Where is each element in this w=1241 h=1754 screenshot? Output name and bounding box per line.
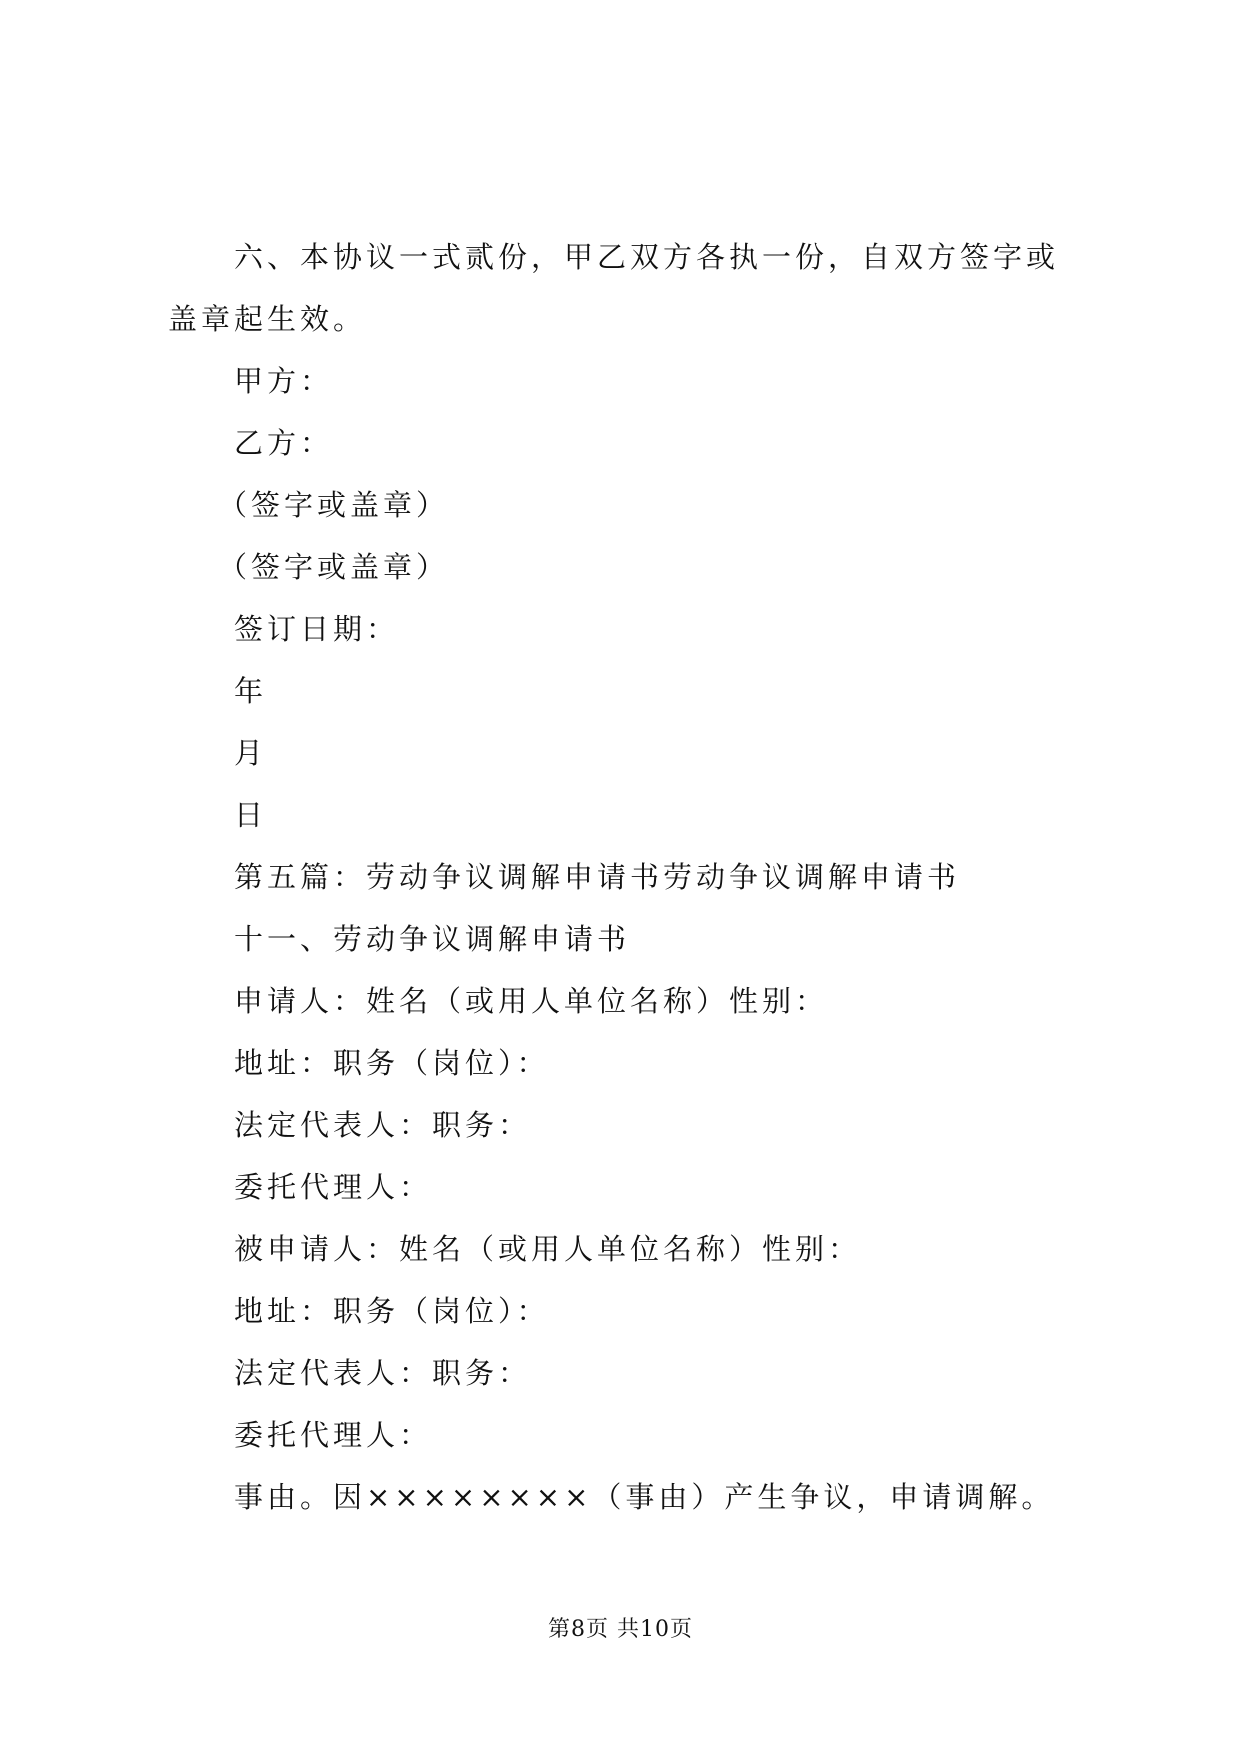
paragraph-applicant-legal-rep: 法定代表人：职务： [234, 1108, 532, 1142]
paragraph-year: 年 [234, 674, 268, 708]
paragraph-day: 日 [234, 798, 268, 832]
paragraph-applicant-name: 申请人：姓名（或用人单位名称）性别： [234, 984, 829, 1018]
paragraph-signature-a: （签字或盖章） [218, 488, 450, 522]
section-heading-chapter-five: 第五篇：劳动争议调解申请书劳动争议调解申请书 [234, 860, 961, 894]
paragraph-respondent-name: 被申请人：姓名（或用人单位名称）性别： [234, 1232, 862, 1266]
section-heading-eleven: 十一、劳动争议调解申请书 [234, 922, 631, 956]
document-body [168, 226, 1088, 1528]
paragraph-respondent-legal-rep: 法定代表人：职务： [234, 1356, 532, 1390]
paragraph-cause: 事由。因××××××××（事由）产生争议，申请调解。 [234, 1480, 1055, 1514]
paragraph-sign-date: 签订日期： [234, 612, 400, 646]
paragraph-respondent-address: 地址：职务（岗位）： [234, 1294, 550, 1328]
paragraph-signature-b: （签字或盖章） [218, 550, 450, 584]
paragraph-applicant-agent: 委托代理人： [234, 1170, 433, 1204]
paragraph-applicant-address: 地址：职务（岗位）： [234, 1046, 550, 1080]
paragraph-party-b: 乙方： [234, 426, 334, 460]
paragraph-clause-six: 六、本协议一式贰份，甲乙双方各执一份，自双方签字或盖章起生效。 [168, 240, 1060, 336]
paragraph-respondent-agent: 委托代理人： [234, 1418, 433, 1452]
paragraph-month: 月 [234, 736, 268, 770]
paragraph-party-a: 甲方： [234, 364, 334, 398]
page-number-footer: 第8页 共10页 [548, 1617, 693, 1642]
